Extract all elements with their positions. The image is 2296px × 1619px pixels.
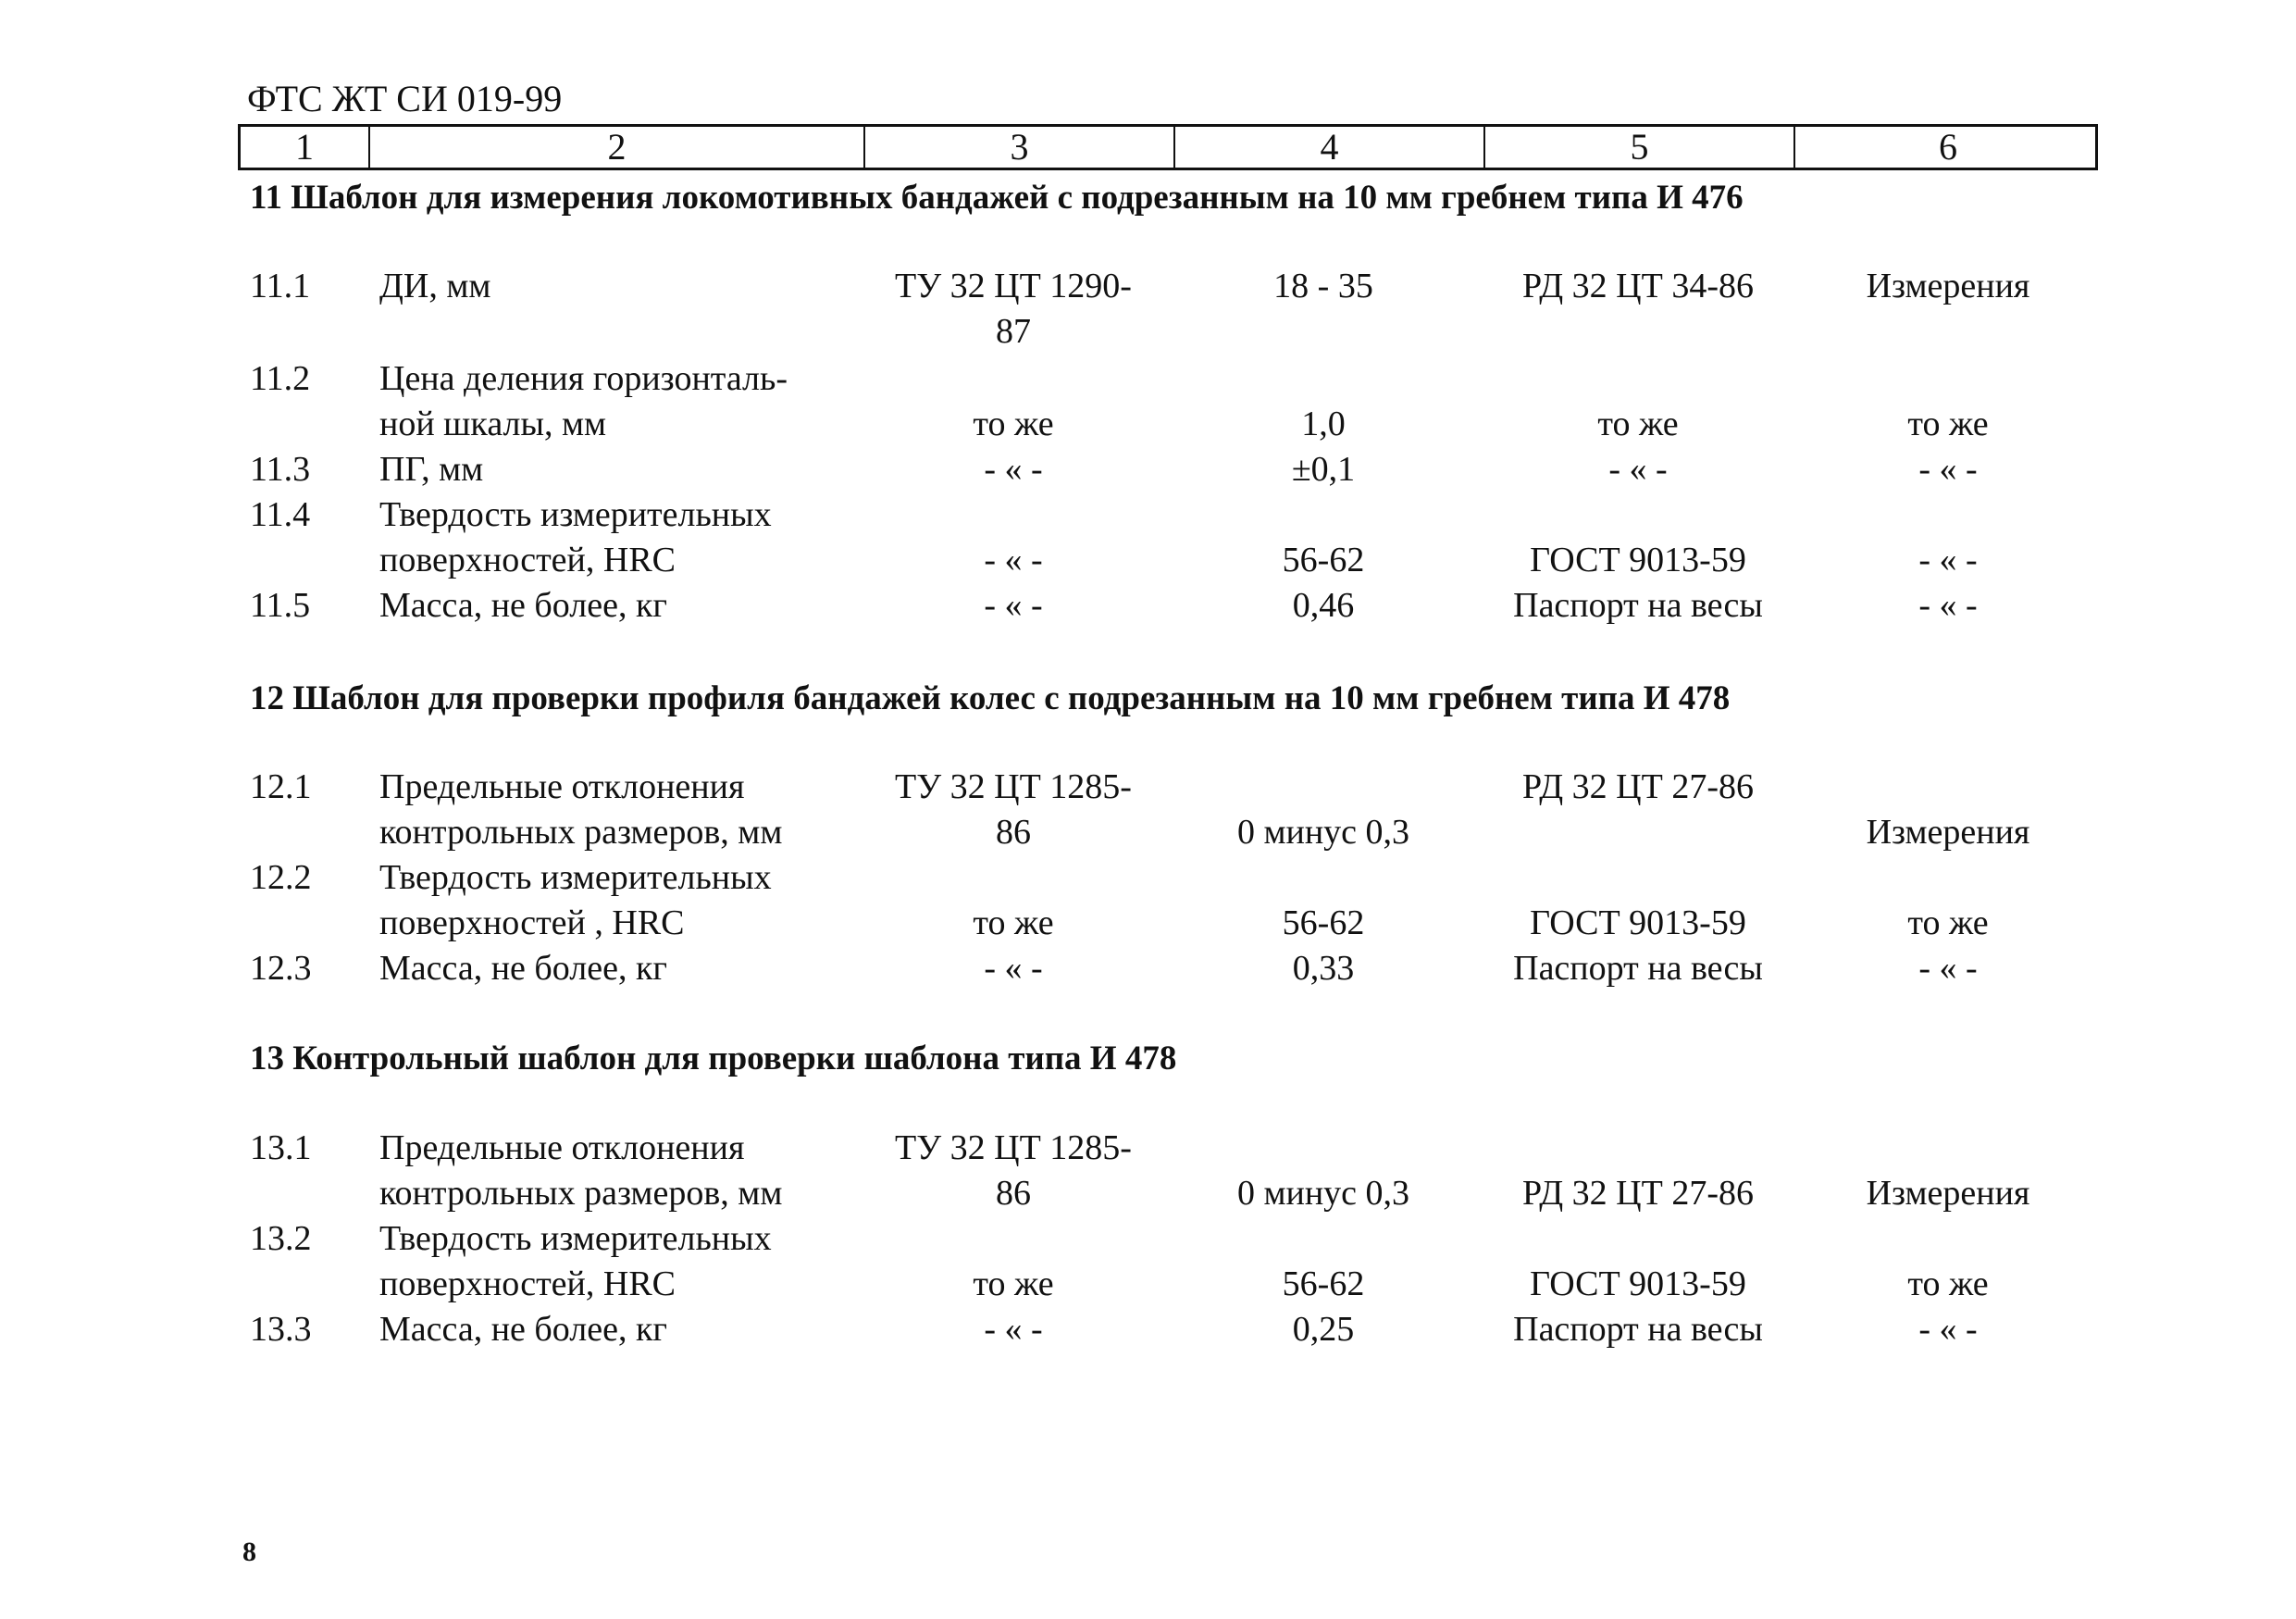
method-document: Паспорт на весы	[1513, 586, 1763, 625]
row-number: 12.1	[250, 767, 312, 806]
parameter-value: 0 минус 0,3	[1236, 1174, 1410, 1213]
row-number: 13.1	[250, 1128, 312, 1167]
control-type: Измерения	[1866, 1174, 2030, 1213]
parameter-name: ДИ, мм	[379, 267, 491, 305]
normative-document: ТУ 32 ЦТ 1285- 86	[895, 1128, 1132, 1213]
parameter-name: Твердость измерительных поверхностей, HRC	[379, 1219, 772, 1303]
row-number: 11.5	[250, 586, 311, 625]
normative-document: - « -	[984, 450, 1043, 489]
parameter-name: Масса, не более, кг	[379, 1310, 667, 1349]
parameter-name: Твердость измерительных поверхностей, HRC	[379, 495, 772, 579]
control-type: то же	[1907, 405, 1989, 443]
normative-document: то же	[973, 405, 1054, 443]
column-number-5: 5	[1485, 127, 1795, 168]
parameter-value: 0 минус 0,3	[1236, 813, 1410, 852]
control-type: - « -	[1918, 586, 1978, 625]
method-document: то же	[1597, 405, 1679, 443]
row-number: 11.4	[250, 495, 311, 534]
normative-document: ТУ 32 ЦТ 1290- 87	[895, 267, 1132, 351]
method-document: ГОСТ 9013-59	[1530, 903, 1746, 942]
column-number-3: 3	[865, 127, 1175, 168]
parameter-value: 18 - 35	[1273, 267, 1373, 305]
normative-document: то же	[973, 1264, 1054, 1303]
control-type: то же	[1907, 903, 1989, 942]
normative-document: - « -	[984, 949, 1043, 988]
parameter-value: 56-62	[1282, 1264, 1365, 1303]
control-type: - « -	[1918, 450, 1978, 489]
method-document: РД 32 ЦТ 34-86	[1521, 267, 1754, 305]
parameter-name: Предельные отклонения контрольных размеров, мм	[379, 767, 783, 852]
parameter-value: 0,25	[1292, 1310, 1355, 1349]
parameter-value: 56-62	[1282, 541, 1365, 579]
normative-document: ТУ 32 ЦТ 1285- 86	[895, 767, 1132, 852]
row-number: 13.3	[250, 1310, 312, 1349]
parameter-value: 1,0	[1301, 405, 1346, 443]
column-number-1: 1	[241, 127, 370, 168]
section-title-11: 11 Шаблон для измерения локомотивных бандажей с подрезанным на 10 мм гребнем типа И 476	[250, 179, 1744, 217]
parameter-name: ПГ, мм	[379, 450, 484, 489]
parameter-value: ±0,1	[1291, 450, 1356, 489]
control-type: - « -	[1918, 541, 1978, 579]
method-document: ГОСТ 9013-59	[1530, 1264, 1746, 1303]
normative-document: - « -	[984, 1310, 1043, 1349]
control-type: - « -	[1918, 949, 1978, 988]
document-code: ФТС ЖТ СИ 019-99	[247, 78, 563, 119]
method-document: РД 32 ЦТ 27-86	[1521, 1174, 1754, 1213]
column-number-2: 2	[370, 127, 865, 168]
row-number: 13.2	[250, 1219, 312, 1258]
control-type: Измерения	[1866, 813, 2030, 852]
row-number: 12.3	[250, 949, 312, 988]
parameter-name: Масса, не более, кг	[379, 949, 667, 988]
control-type: - « -	[1918, 1310, 1978, 1349]
row-number: 11.2	[250, 359, 311, 398]
row-number: 11.1	[250, 267, 311, 305]
normative-document: - « -	[984, 541, 1043, 579]
row-number: 12.2	[250, 858, 312, 897]
parameter-value: 0,46	[1292, 586, 1355, 625]
parameter-name: Масса, не более, кг	[379, 586, 667, 625]
method-document: РД 32 ЦТ 27-86	[1521, 767, 1754, 806]
method-document: Паспорт на весы	[1513, 1310, 1763, 1349]
parameter-value: 56-62	[1282, 903, 1365, 942]
column-number-6: 6	[1939, 126, 1957, 168]
column-number-4: 4	[1175, 127, 1485, 168]
parameter-name: Твердость измерительных поверхностей , HRC	[379, 858, 772, 942]
normative-document: - « -	[984, 586, 1043, 625]
normative-document: то же	[973, 903, 1054, 942]
parameter-name: Предельные отклонения контрольных размеров, мм	[379, 1128, 783, 1213]
control-type: то же	[1907, 1264, 1989, 1303]
method-document: Паспорт на весы	[1513, 949, 1763, 988]
method-document: - « -	[1608, 450, 1668, 489]
parameter-value: 0,33	[1292, 949, 1355, 988]
control-type: Измерения	[1866, 267, 2030, 305]
page-number: 8	[242, 1537, 256, 1567]
column-number-header	[238, 124, 2098, 170]
method-document: ГОСТ 9013-59	[1530, 541, 1746, 579]
section-title-13: 13 Контрольный шаблон для проверки шаблона типа И 478	[250, 1040, 1177, 1077]
parameter-name: Цена деления горизонталь- ной шкалы, мм	[379, 359, 788, 443]
section-title-12: 12 Шаблон для проверки профиля бандажей колес с подрезанным на 10 мм гребнем типа И 478	[250, 679, 1731, 717]
row-number: 11.3	[250, 450, 311, 489]
